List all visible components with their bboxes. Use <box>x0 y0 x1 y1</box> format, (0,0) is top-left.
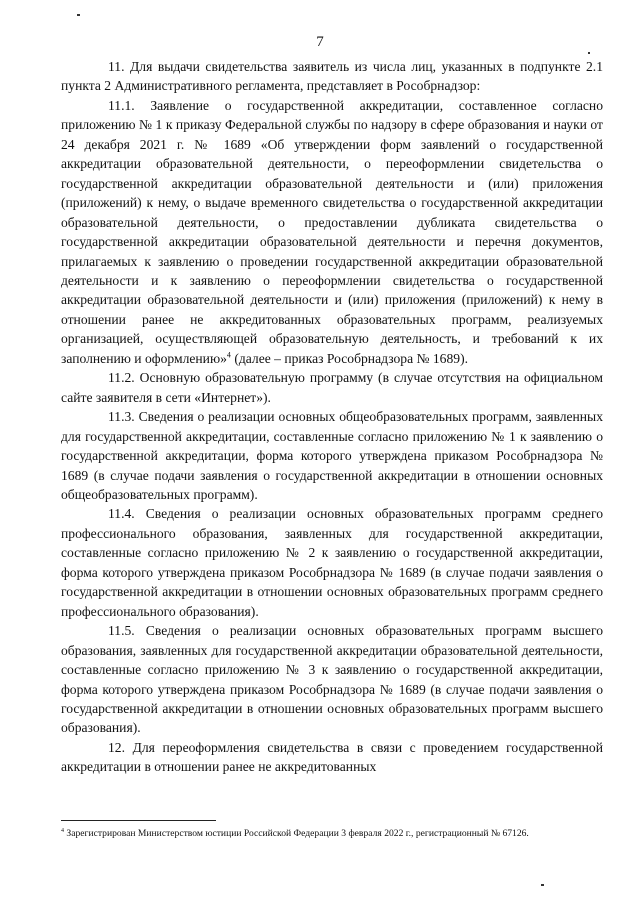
footnote-divider <box>61 820 216 821</box>
paragraph-12: 12. Для переоформления свидетельства в связи с проведением государственной аккредитации в отношении ранее не аккредитованных <box>61 739 603 775</box>
paragraph-11-2: 11.2. Основную образовательную программу (в случае отсутствия на официальном сайте заявителя в сети «Интернет»). <box>61 370 603 405</box>
scan-speck <box>541 884 544 886</box>
paragraph-11: 11. Для выдачи свидетельства заявитель из числа лиц, указанных в подпункте 2.1 пункта 2 Административного регламента, представляет в Рособрнадзор: <box>61 59 603 94</box>
paragraph-11-1 <box>61 96 603 368</box>
footnote-reference: 4 <box>226 350 231 360</box>
page-number: 7 <box>316 34 324 50</box>
scan-speck <box>77 14 80 16</box>
paragraph-11-5: 11.5. Сведения о реализации основных образовательных программ высшего образования, заявленных для государственной аккредитации образовательной деятельности, составленные согласно приложению № 3 к заявлению о государственной аккредитации, форма которого утверждена приказом Рособрнадзора № 1689 (в случае подачи заявления о государственной аккредитации в отношении основных образовательных программ высшего образования). <box>61 623 603 736</box>
scan-speck <box>588 52 590 54</box>
paragraph-11-4: 11.4. Сведения о реализации основных образовательных программ среднего профессионального образования, заявленных для государственной аккредитации, составленные согласно приложению № 2 к заявлению о государственной аккредитации, форма которого утверждена приказом Рособрнадзора № 1689 (в случае подачи заявления о государственной аккредитации в отношении основных образовательных программ среднего профессионального образования). <box>61 506 603 619</box>
footnote-marker: 4 <box>61 828 64 834</box>
footnote <box>61 825 621 840</box>
footnote-text: Зарегистрирован Министерством юстиции Российской Федерации 3 февраля 2022 г., регистрационный № 67126. <box>66 828 529 840</box>
paragraph-11-3: 11.3. Сведения о реализации основных общеобразовательных программ, заявленных для государственной аккредитации, составленные согласно приложению № 1 к заявлению о государственной аккредитации, форма которого утверждена приказом Рособрнадзора № 1689 (в случае подачи заявления о государственной аккредитации в отношении основных общеобразовательных программ). <box>61 409 603 502</box>
paragraph-11-1-tail: (далее – приказ Рособрнадзора № 1689). <box>234 350 468 366</box>
paragraph-11-1-text: 11.1. Заявление о государственной аккредитации, составленное согласно приложению № 1 к приказу Федеральной службы по надзору в сфере образования и науки от 24 декабря 2021 г. № 1689 «Об утверждении форм заявлений о государственной аккредитации образовательной деятельности, о переоформлении свидетельства о государственной аккредитации образовательной деятельности и (или) приложения (приложений) к нему, о выдаче временного свидетельства о государственной аккредитации образовательной деятельности, о предоставлении дубликата свидетельства о государственной аккредитации образовательной деятельности и перечня документов, прилагаемых к заявлению о проведении государственной аккредитации образовательной деятельности и к заявлению о переоформлении свидетельства о государственной аккредитации образовательной деятельности и (или) приложения (приложений) к нему в отношении ранее не аккредитованных образовательных программ, реализуемых организацией, осуществляющей образовательную деятельность, и требований к их заполнению и оформлению» <box>61 97 603 366</box>
document-body <box>61 57 603 777</box>
